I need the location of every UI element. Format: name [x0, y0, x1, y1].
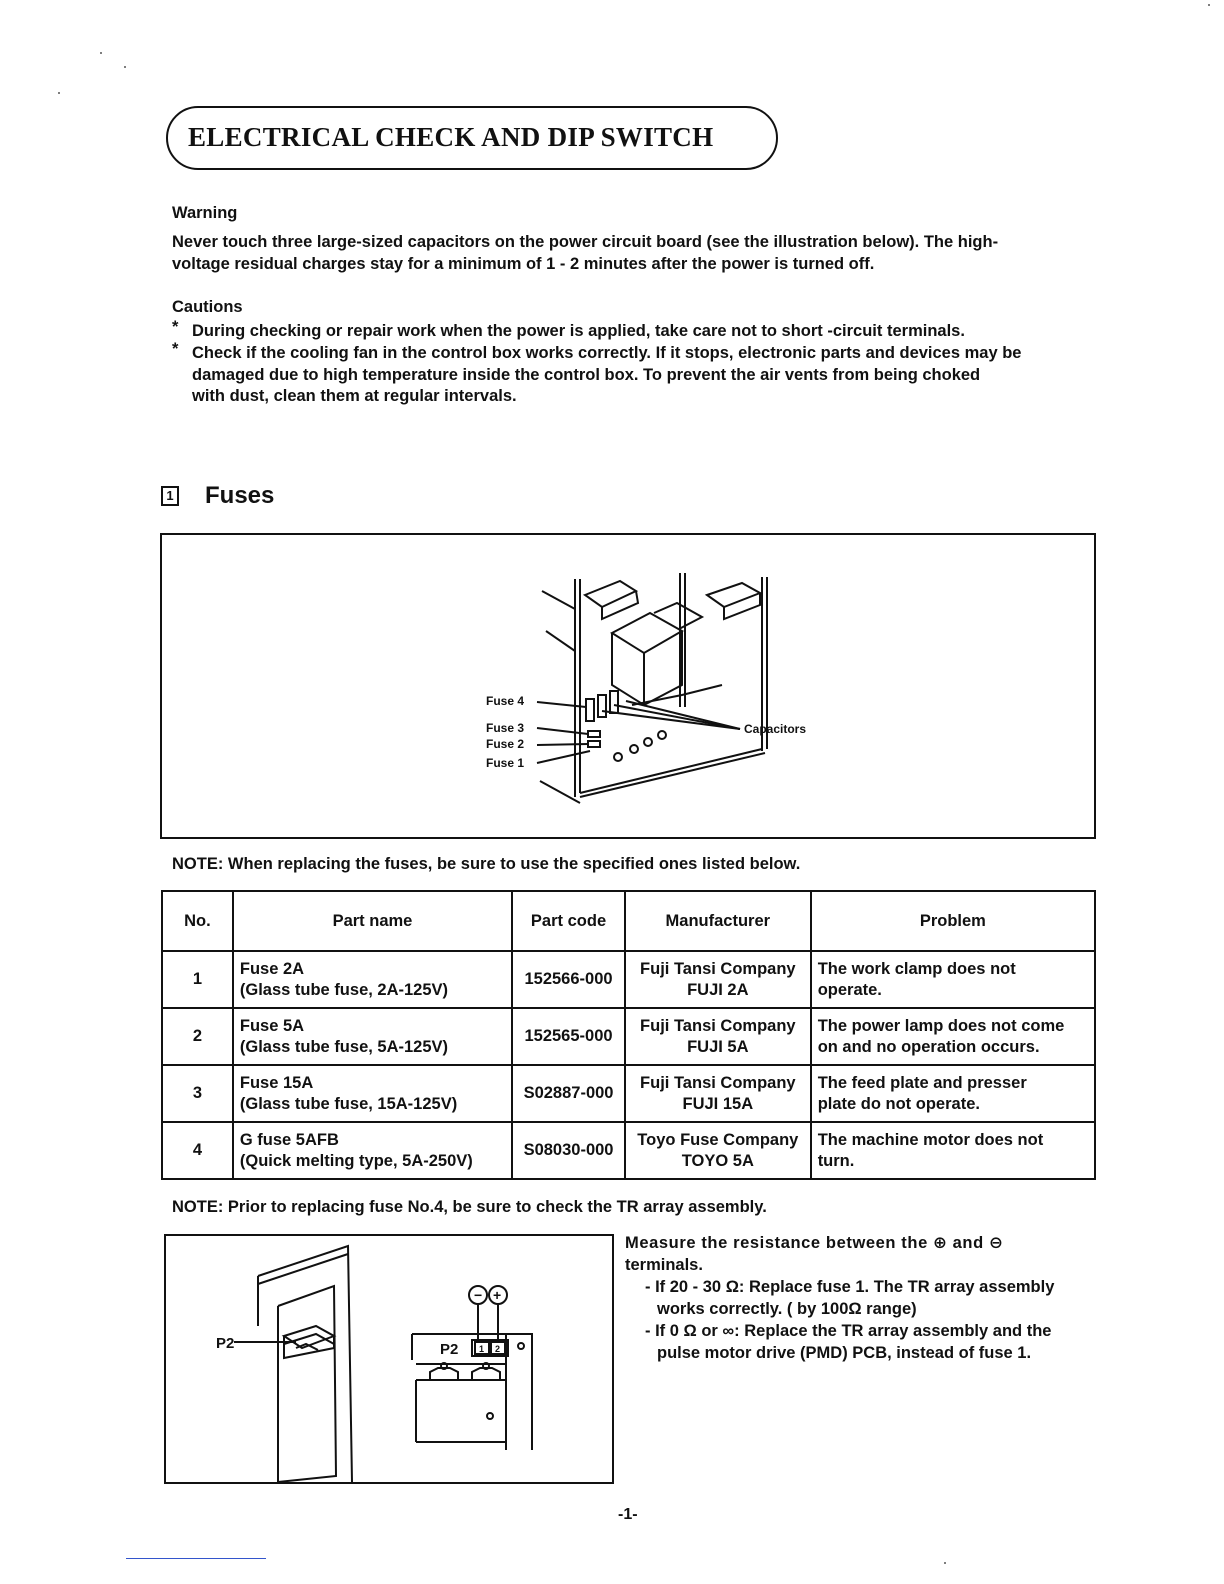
control-box-figure [160, 533, 1096, 839]
note-check-tr-array: NOTE: Prior to replacing fuse No.4, be sure to check the TR array assembly. [172, 1198, 767, 1216]
terminal-2-label: 2 [495, 1344, 501, 1354]
page-number: -1- [618, 1506, 638, 1523]
p2-connector-drawing [166, 1236, 612, 1482]
table-row [162, 1122, 1095, 1179]
cell-part-code: S08030-000 [512, 1122, 625, 1179]
scan-speck [124, 66, 126, 68]
caution-2-line-1: Check if the cooling fan in the control box works correctly. If it stops, electronic parts and devices may be [192, 344, 1022, 362]
cell-problem: The feed plate and presser plate do not operate. [811, 1065, 1095, 1122]
minus-symbol: − [474, 1287, 483, 1303]
section-number-box: 1 [161, 486, 179, 506]
cell-part-name: Fuse 5A (Glass tube fuse, 5A-125V) [233, 1008, 512, 1065]
cell-no: 3 [162, 1065, 233, 1122]
caution-2-line-3: with dust, clean them at regular intervals. [192, 387, 517, 405]
caution-2-line-2: damaged due to high temperature inside the control box. To prevent the air vents from being choked [192, 366, 981, 384]
header-manufacturer: Manufacturer [625, 891, 811, 951]
page-title: ELECTRICAL CHECK AND DIP SWITCH [188, 122, 714, 152]
measure-line-1: Measure the resistance between the ⊕ and ⊖ [625, 1234, 1004, 1252]
bullet-star: * [172, 340, 179, 358]
control-box-drawing [162, 535, 1094, 837]
header-no: No. [162, 891, 233, 951]
caution-1: During checking or repair work when the power is applied, take care not to short -circuit terminals. [192, 322, 965, 340]
p2-connector-figure [164, 1234, 614, 1484]
cell-no: 1 [162, 951, 233, 1008]
fuse-table [161, 890, 1096, 1180]
measure-item-1-line-2: works correctly. ( by 100Ω range) [657, 1300, 917, 1318]
cell-part-name: G fuse 5AFB (Quick melting type, 5A-250V) [233, 1122, 512, 1179]
measure-line-2: terminals. [625, 1256, 703, 1274]
cell-problem: The work clamp does not operate. [811, 951, 1095, 1008]
measure-item-1-line-1: - If 20 - 30 Ω: Replace fuse 1. The TR array assembly [645, 1278, 1055, 1296]
note-replace-fuses: NOTE: When replacing the fuses, be sure to use the specified ones listed below. [172, 855, 801, 873]
scan-speck [1208, 4, 1210, 6]
fuse-3-label: Fuse 3 [486, 721, 525, 735]
cell-manufacturer: Fuji Tansi Company FUJI 2A [625, 951, 811, 1008]
header-part-code: Part code [512, 891, 625, 951]
scan-mark-line [126, 1558, 266, 1559]
header-part-name: Part name [233, 891, 512, 951]
fuse-2-label: Fuse 2 [486, 737, 525, 751]
cautions-heading: Cautions [172, 298, 243, 316]
plus-symbol: + [493, 1287, 502, 1303]
table-row [162, 951, 1095, 1008]
table-header-row [162, 891, 1095, 951]
warning-line-2: voltage residual charges stay for a minimum of 1 - 2 minutes after the power is turned off. [172, 255, 875, 273]
capacitors-label: Capacitors [744, 722, 807, 736]
table-row [162, 1065, 1095, 1122]
fuse-1-label: Fuse 1 [486, 756, 525, 770]
cell-part-name: Fuse 15A (Glass tube fuse, 15A-125V) [233, 1065, 512, 1122]
cell-no: 2 [162, 1008, 233, 1065]
header-problem: Problem [811, 891, 1095, 951]
fuse-4-label: Fuse 4 [486, 694, 525, 708]
measure-item-2-line-2: pulse motor drive (PMD) PCB, instead of fuse 1. [657, 1344, 1032, 1362]
warning-line-1: Never touch three large-sized capacitors on the power circuit board (see the illustration below). The high- [172, 233, 999, 251]
section-title: Fuses [205, 482, 275, 509]
p2-left-label: P2 [216, 1335, 235, 1352]
cell-manufacturer: Toyo Fuse Company TOYO 5A [625, 1122, 811, 1179]
cell-problem: The machine motor does not turn. [811, 1122, 1095, 1179]
cell-part-name: Fuse 2A (Glass tube fuse, 2A-125V) [233, 951, 512, 1008]
scan-speck [100, 52, 102, 54]
bullet-star: * [172, 318, 179, 336]
scan-speck [58, 92, 60, 94]
terminal-1-label: 1 [479, 1344, 485, 1354]
table-row [162, 1008, 1095, 1065]
cell-no: 4 [162, 1122, 233, 1179]
measure-item-2-line-1: - If 0 Ω or ∞: Replace the TR array assembly and the [645, 1322, 1052, 1340]
p2-right-label: P2 [440, 1341, 459, 1358]
cell-part-code: 152566-000 [512, 951, 625, 1008]
cell-part-code: 152565-000 [512, 1008, 625, 1065]
cell-problem: The power lamp does not come on and no operation occurs. [811, 1008, 1095, 1065]
cell-part-code: S02887-000 [512, 1065, 625, 1122]
warning-heading: Warning [172, 204, 238, 222]
cell-manufacturer: Fuji Tansi Company FUJI 15A [625, 1065, 811, 1122]
cell-manufacturer: Fuji Tansi Company FUJI 5A [625, 1008, 811, 1065]
scan-speck [944, 1562, 946, 1564]
